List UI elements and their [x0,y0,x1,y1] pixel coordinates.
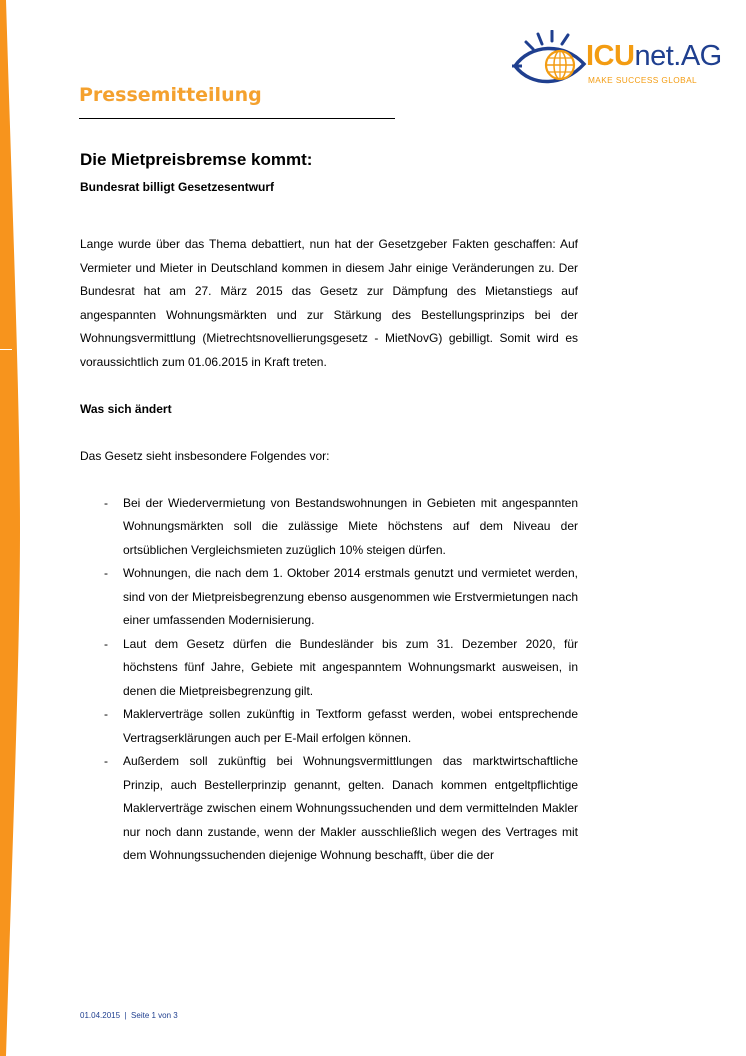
list-item [80,492,578,563]
list-item [80,750,578,868]
list-item-text: Maklerverträge sollen zukünftig in Textform gefasst werden, wobei entsprechende Vertragserklärungen auch per E-Mail erfolgen können. [123,707,578,745]
list-item [80,633,578,704]
footer-separator: | [124,1011,127,1020]
press-release-subtitle: Bundesrat billigt Gesetzesentwurf [80,180,275,194]
list-item [80,703,578,750]
list-item [80,562,578,633]
list-item-text: Außerdem soll zukünftig bei Wohnungsvermittlungen das marktwirtschaftliche Prinzip, auch Bestellerprinzip genannt, gelten. Danach kommen entgeltpflichtige Maklerverträge zwischen einem Wohnungssuchenden und dem vermittelnden Makler nur noch dann zustande, wenn der Makler ausschließlich wegen des Vertrages mit dem Wohnungssuchenden diejenige Wohnung beschafft, über die der [123,754,578,862]
list-item-text: Bei der Wiedervermietung von Bestandswohnungen in Gebieten mit angespannten Wohnungsmärkten soll die zulässige Miete höchstens auf dem Niveau der ortsüblichen Vergleichsmieten zuzüglich 10% steigen dürfen. [123,495,578,557]
bullet-dash: - [104,754,108,768]
footer-date: 01.04.2015 [80,1011,121,1020]
intro-paragraph: Lange wurde über das Thema debattiert, nun hat der Gesetzgeber Fakten geschaffen: Auf Vermieter und Mieter in Deutschland kommen in diesem Jahr einige Veränderungen zu. Der Bundesrat hat am 27. März 2015 das Gesetz zur Dämpfung des Mietanstiegs auf angespannten Wohnungsmärkten und zur Stärkung des Bestellungsprinzips bei der Wohnungsvermittlung (Mietrechtsnovellierungsgesetz - MietNovG) gebilligt. Somit wird es voraussichtlich zum 01.06.2015 in Kraft treten. [80,237,578,369]
change-list [80,492,578,868]
logo-word-net-ag: net.AG [634,40,722,72]
bullet-dash: - [104,566,108,580]
header-rule [79,118,395,119]
logo-word-icu: ICU [586,40,635,72]
orange-edge-bar [0,0,20,1056]
footer-page-number: Seite 1 von 3 [131,1011,178,1020]
section-intro: Das Gesetz sieht insbesondere Folgendes vor: [80,448,330,463]
page-footer [80,1011,178,1020]
section-heading: Was sich ändert [80,401,172,416]
list-item-text: Wohnungen, die nach dem 1. Oktober 2014 erstmals genutzt und vermietet werden, sind von der Mietpreisbegrenzung ebenso ausgenommen wie Erstvermietungen nach einer umfassenden Modernisierung. [123,566,578,627]
bullet-dash: - [104,495,108,510]
bullet-dash: - [104,707,108,721]
logo-tagline: MAKE SUCCESS GLOBAL [588,75,698,85]
document-type-label: Pressemitteilung [79,84,262,106]
company-logo [512,30,722,92]
press-release-title: Die Mietpreisbremse kommt: [80,150,313,169]
list-item-text: Laut dem Gesetz dürfen die Bundesländer bis zum 31. Dezember 2020, für höchstens fünf Jahre, Gebiete mit angespanntem Wohnungsmarkt ausweisen, in denen die Mietpreisbegrenzung gilt. [123,636,578,698]
document-body [80,233,578,868]
bullet-dash: - [104,636,108,651]
logo-wordmark [586,40,722,72]
eye-globe-icon [512,30,592,92]
edge-tick-mark [0,349,12,350]
